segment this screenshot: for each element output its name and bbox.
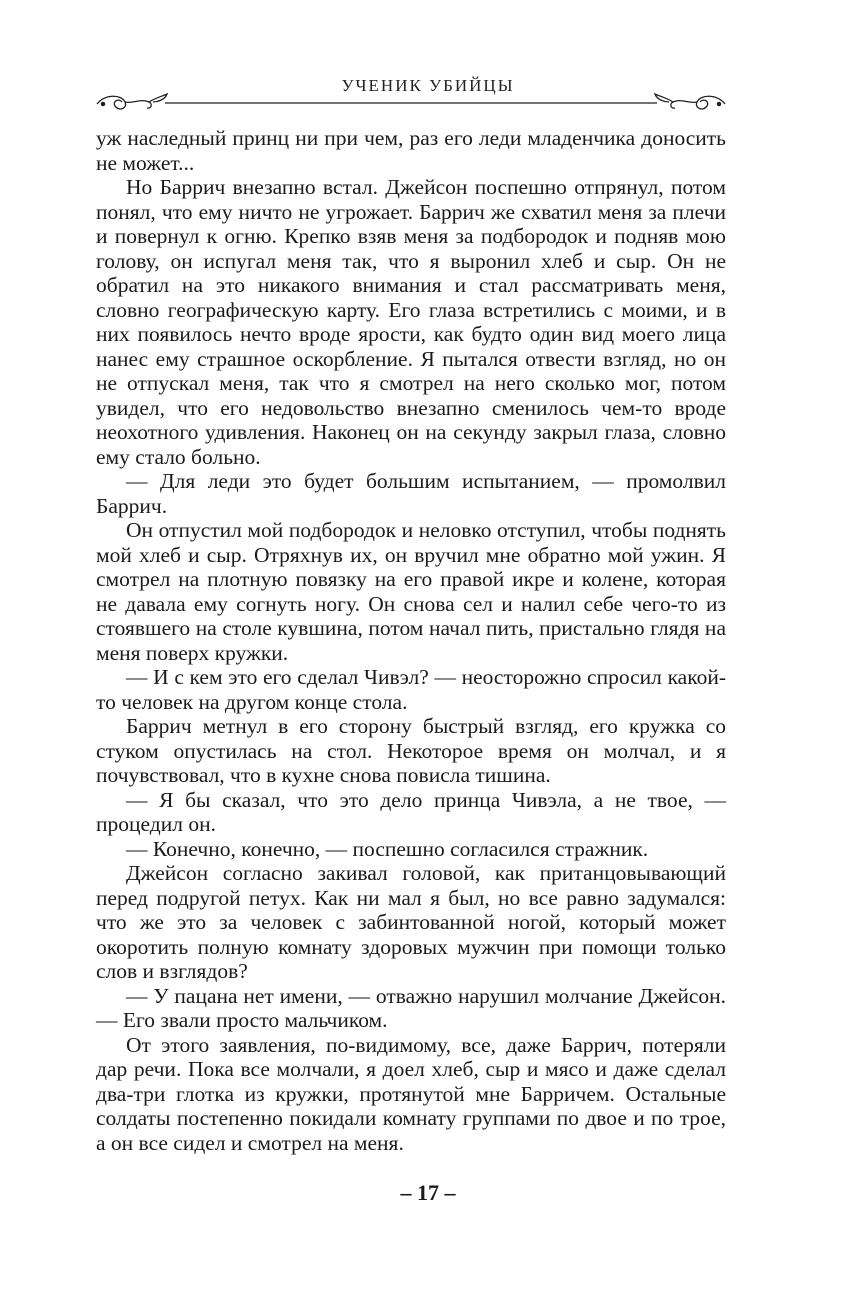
- paragraph: — И с кем это его сделал Чивэл? — неосторожно спросил какой-то человек на другом конце стола.: [96, 665, 726, 714]
- paragraph: — Я бы сказал, что это дело принца Чивэла, а не твое, — процедил он.: [96, 787, 726, 836]
- running-title: УЧЕНИК УБИЙЦЫ: [341, 76, 515, 95]
- paragraph: Но Баррич внезапно встал. Джейсон поспешно отпрянул, потом понял, что ему ничто не угрожает. Баррич же схватил меня за плечи и повернул к огню. Крепко взяв меня за подбородок и подняв мою голову, он испугал меня так, что я выронил хлеб и сыр. Он не обратил на это никакого внимания и стал рассматривать меня, словно географическую карту. Его глаза встретились с моими, и в них появилось нечто вроде ярости, как будто один вид моего лица нанес ему страшное оскорбление. Я пытался отвести взгляд, но он не отпускал меня, так что я смотрел на него сколько мог, потом увидел, что его недовольство внезапно сменилось чем-то вроде неохотного удивления. Наконец он на секунду закрыл глаза, словно ему стало больно.: [96, 175, 726, 469]
- paragraph: Он отпустил мой подбородок и неловко отступил, чтобы поднять мой хлеб и сыр. Отряхнув их, он вручил мне обратно мой ужин. Я смотрел на плотную повязку на его правой икре и колене, которая не давала ему согнуть ногу. Он снова сел и налил себе чего-то из стоявшего на столе кувшина, потом начал пить, пристально глядя на меня поверх кружки.: [96, 518, 726, 665]
- paragraph: — У пацана нет имени, — отважно нарушил молчание Джейсон. — Его звали просто мальчиком.: [96, 983, 726, 1032]
- header-ornament-rule: [95, 90, 727, 114]
- paragraph: — Для леди это будет большим испытанием, — промолвил Баррич.: [96, 469, 726, 518]
- paragraph: уж наследный принц ни при чем, раз его леди младенчика доносить не может...: [96, 126, 726, 175]
- body-text: [96, 126, 726, 1155]
- page-number: – 17 –: [400, 1180, 456, 1205]
- paragraph: От этого заявления, по-видимому, все, даже Баррич, потеряли дар речи. Пока все молчали, я доел хлеб, сыр и мясо и даже сделал два-три глотка из кружки, протянутой мне Барричем. Остальные солдаты постепенно покидали комнату группами по двое и по трое, а он все сидел и смотрел на меня.: [96, 1032, 726, 1155]
- paragraph: — Конечно, конечно, — поспешно согласился стражник.: [126, 836, 649, 861]
- paragraph: Баррич метнул в его сторону быстрый взгляд, его кружка со стуком опустилась на стол. Некоторое время он молчал, и я почувствовал, что в кухне снова повисла тишина.: [96, 714, 726, 787]
- right-flourish-icon: [655, 94, 725, 109]
- paragraph: Джейсон согласно закивал головой, как пританцовывающий перед подругой петух. Как ни мал я был, но все равно задумался: что же это за человек с забинтованной ногой, который может окоротить полную комнату здоровых мужчин при помощи только слов и взглядов?: [96, 861, 726, 983]
- left-flourish-icon: [97, 94, 167, 109]
